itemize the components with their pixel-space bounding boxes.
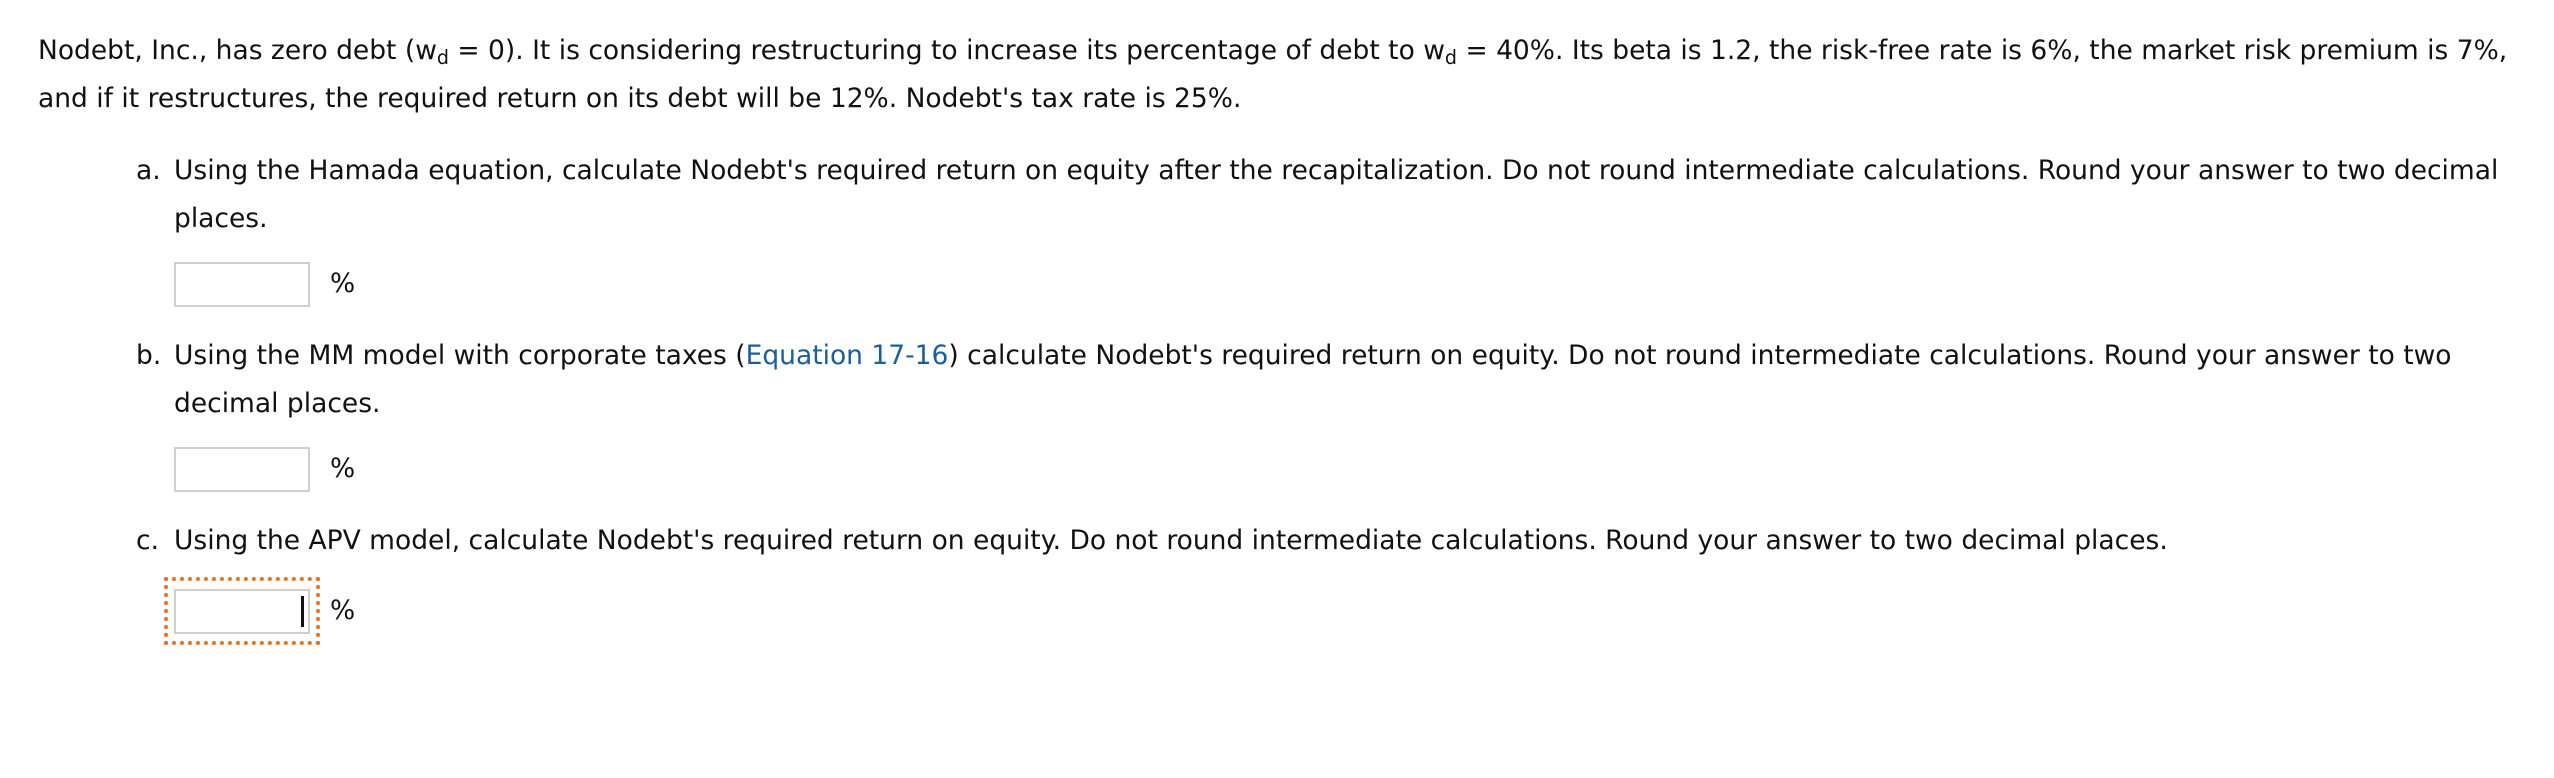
question-body: Using the Hamada equation, calculate Nodebt's required return on equity after the recapitalization. Do not round intermediate calculations. Round your answer to two decimal places. [174, 155, 2499, 234]
answer-input-box [174, 447, 310, 492]
answer-row-b [174, 445, 2534, 493]
question-b-text-after: ) calculate Nodebt's required return on equity. Do not round intermediate calculations. Round your answer to two decimal places. [174, 340, 2452, 419]
intro-text-2: = 0). It is considering restructuring to increase its percentage of debt to w [449, 35, 1445, 66]
question-c [136, 517, 2534, 635]
intro-text-3: = 40%. Its beta is 1.2, the risk-free rate is 6%, the market risk premium is 7%, and if it restructures, the required return on its debt will be 12%. Nodebt's tax rate is 25%. [38, 35, 2508, 114]
answer-input-b[interactable] [174, 447, 310, 492]
question-c-text [136, 517, 2534, 565]
answer-input-c[interactable] [174, 589, 310, 634]
question-letter: c. [136, 525, 159, 556]
percent-unit: % [330, 452, 356, 484]
intro-text-1: Nodebt, Inc., has zero debt (w [38, 35, 437, 66]
problem-statement [38, 27, 2534, 123]
answer-field-wrapper [174, 445, 310, 493]
focused-answer-field [174, 587, 310, 635]
question-letter: b. [136, 340, 162, 371]
answer-input-box [174, 262, 310, 307]
answer-row-a [174, 260, 2534, 308]
wd-subscript: d [436, 47, 449, 70]
wd-subscript: d [1444, 47, 1458, 70]
question-b [136, 332, 2534, 493]
question-body: Using the APV model, calculate Nodebt's required return on equity. Do not round intermediate calculations. Round your answer to two decimal places. [174, 525, 2168, 556]
question-a [136, 147, 2534, 308]
percent-unit: % [330, 594, 356, 626]
question-b-text-before: Using the MM model with corporate taxes ( [174, 340, 746, 371]
text-cursor [301, 596, 304, 627]
question-body [174, 332, 2534, 428]
question-b-text [136, 332, 2534, 428]
question-letter: a. [136, 155, 161, 186]
equation-17-16-link[interactable]: Equation 17-16 [745, 340, 949, 371]
question-a-text [136, 147, 2534, 243]
answer-input-a[interactable] [174, 262, 310, 307]
answer-input-box [174, 589, 310, 634]
percent-unit: % [330, 267, 356, 299]
answer-field-wrapper [174, 260, 310, 308]
question-list [38, 147, 2534, 635]
answer-row-c [174, 587, 2534, 635]
